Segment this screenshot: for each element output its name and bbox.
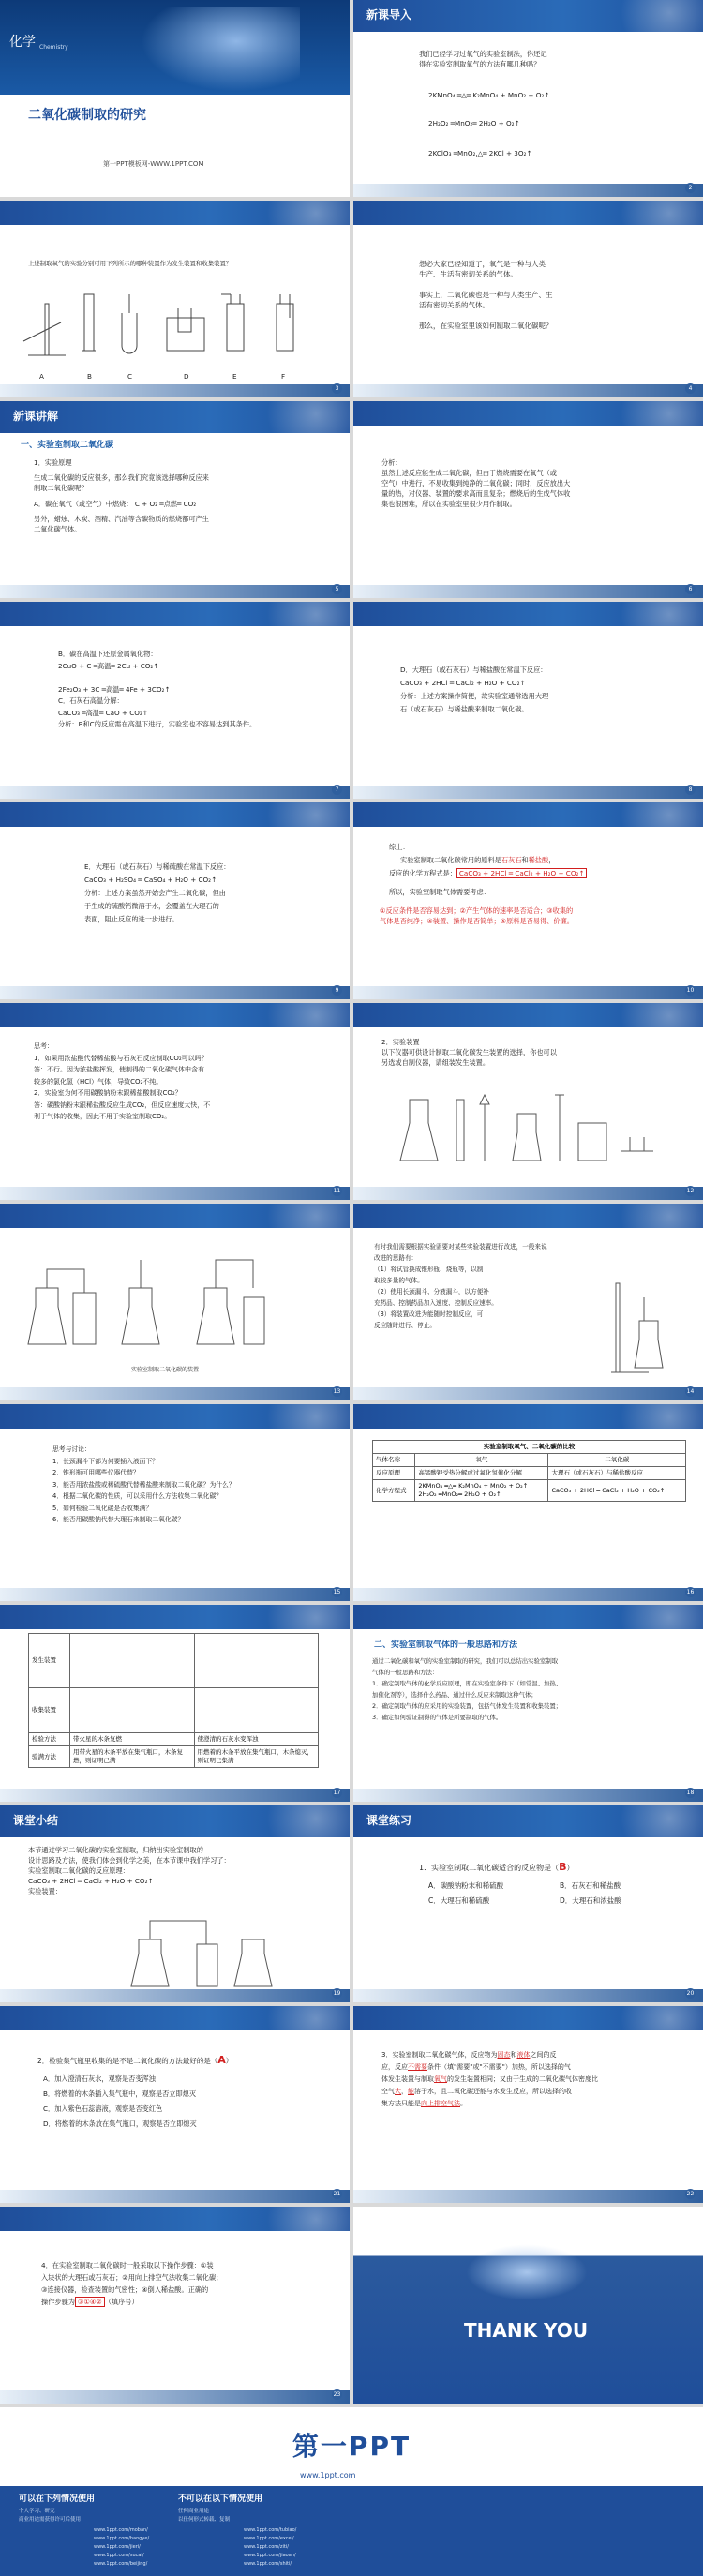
slide-12[interactable]: [353, 1003, 703, 1200]
body-text: 2．实验装置 以下仪器可供设计制取二氧化碳发生装置的选择，你也可以 另选或自制仪器，请组装发生装置。: [381, 1038, 557, 1067]
page-title: 二氧化碳制取的研究: [28, 108, 146, 123]
page-number: 18: [686, 1790, 695, 1796]
hand-image: [141, 7, 300, 92]
slide-17[interactable]: [0, 1605, 350, 1802]
question: 2．检验集气瓶里收集的是不是二氧化碳的方法最好的是（A）: [37, 2054, 233, 2066]
allowed-item: 个人学习、研究: [19, 2509, 55, 2514]
page-number: 16: [686, 1589, 695, 1595]
page-number: 13: [333, 1388, 341, 1395]
footer-banner: [0, 2407, 703, 2576]
table-row: 检验方法 带火星的木条复燃 使澄清的石灰水变浑浊: [29, 1733, 319, 1746]
brand-logo: 第一PPT: [292, 2431, 411, 2462]
slide-1[interactable]: [0, 0, 350, 197]
page-number: 20: [686, 1990, 695, 1997]
answer: A: [217, 2054, 226, 2066]
hand-image: [466, 2244, 588, 2300]
slide-11[interactable]: [0, 1003, 350, 1200]
slide-14[interactable]: [353, 1204, 703, 1400]
page-number: 5: [332, 584, 342, 594]
table-row: 气体名称 氧气 二氧化碳: [373, 1454, 686, 1467]
table-row: 收集装置: [29, 1688, 319, 1733]
slide-20[interactable]: [353, 1805, 703, 2002]
link-item[interactable]: www.1ppt.com/excel/: [244, 2536, 294, 2541]
link-item[interactable]: www.1ppt.com/ziti/: [244, 2544, 289, 2550]
link-item[interactable]: www.1ppt.com/shiti/: [244, 2561, 292, 2567]
consider-label: 所以，实验室制取气体需要考虑：: [389, 888, 490, 896]
slide-2[interactable]: [353, 0, 703, 197]
slide-13[interactable]: [0, 1204, 350, 1400]
section-heading: 一、实验室制取二氧化碳: [21, 441, 114, 450]
page-number: 19: [333, 1990, 341, 1997]
co2-apparatus-figure: [19, 1251, 300, 1354]
page-number: 23: [333, 2391, 341, 2398]
link-item[interactable]: www.1ppt.com/beijing/: [94, 2561, 148, 2567]
table-row: 反应原理 高锰酸钾受热分解或过氧化氢催化分解 大理石（或石灰石）与稀盐酸反应: [373, 1467, 686, 1480]
slide-3[interactable]: [0, 201, 350, 397]
body-text: 有时我们需要根据实验需要对某些实验装置进行改进，一般来说 改进的思路有： （1）将试管换成锥形瓶、烧瓶等，以制 取较多量的气体。 （2）使用长颈漏斗、分液漏斗，以方便补 充药品、控制药品加入速度、控制反应速率。 （3）将装置改进为能随时控制反应，可 反应随时进行、停止。: [374, 1243, 547, 1329]
fill-question: 3．实验室制取二氧化碳气体，反应物为固态和液体之间的反 应，反应不需要条件（填"需要"或"不需要"）加热，所以选择的气 体发生装置与制取氧气的发生装置相同；又由于生成的二氧化碳气体密度比 空气大，能溶于水，且二氧化碳还能与水发生反应，所以选择的收 集方法只能是向上排空气法。: [381, 2051, 598, 2107]
header-title: 课堂小结: [13, 1814, 59, 1827]
table-row: 化学方程式 2KMnO₄ ═△═ K₂MnO₄ + MnO₂ + O₂↑ 2H₂O₂ ═MnO₂═ 2H₂O + O₂↑ CaCO₃ + 2HCl ═ CaCl₂ + H₂O + CO₂↑: [373, 1480, 686, 1502]
summary-line: 实验室制取二氧化碳常用的原料是石灰石和稀盐酸，: [400, 856, 556, 864]
page-number: 2: [685, 183, 696, 193]
method-table: [28, 1633, 319, 1768]
page-number: 6: [685, 584, 696, 594]
slide-19[interactable]: [0, 1805, 350, 2002]
slide-15[interactable]: [0, 1404, 350, 1601]
page-number: 11: [333, 1188, 341, 1194]
body-text: B．碳在高温下还原金属氧化物： 2CuO + C ═高温═ 2Cu + CO₂↑ 2Fe₂O₃ + 3C ═高温═ 4Fe + 3CO₂↑ C．石灰石高温分解： CaCO₃ ═高温═ CaO + CO₂↑ 分析：B和C的反应需在高温下进行，实验室也不容易达到其条件。: [58, 650, 257, 728]
figure-caption: 实验室制取二氧化碳的装置: [131, 1367, 200, 1373]
slide-23[interactable]: [0, 2207, 350, 2404]
forbidden-item: 任何商业用途: [178, 2509, 210, 2514]
option-c: C．加入紫色石蕊溶液，观察是否变红色: [43, 2104, 163, 2113]
instrument-figure: [391, 1086, 663, 1170]
page-number: 7: [332, 785, 342, 795]
page-number: 10: [686, 987, 695, 994]
page-number: 14: [686, 1388, 695, 1395]
label-d: D: [184, 372, 189, 381]
page-subtitle: 第一PPT模板网-WWW.1PPT.COM: [103, 160, 204, 168]
label-a: A: [39, 372, 44, 381]
equation: CaCO₃ + 2HCl ═ CaCl₂ + H₂O + CO₂↑: [456, 868, 588, 878]
page-number: 12: [686, 1188, 695, 1194]
summary-apparatus: [122, 1916, 309, 1991]
link-item[interactable]: www.1ppt.com/jiaoan/: [244, 2553, 296, 2558]
considerations: ①反应条件是否容易达到；②产生气体的速率是否适合；③收集的 气体是否纯净；④装置、操作是否简单；⑤原料是否易得、价廉。: [380, 906, 574, 925]
comparison-table: [372, 1440, 686, 1502]
header-bar: [353, 0, 703, 32]
option-a: A．碳酸钠粉末和稀硫酸: [428, 1881, 504, 1890]
body-text: 想必大家已经知道了，氧气是一种与人类 生产、生活有密切关系的气体。 事实上，二氧化碳也是一种与人类生产、生 活有密切关系的气体。 那么，在实验室里该如何制取二氧化碳呢？: [419, 260, 553, 330]
allowed-heading: 可以在下列情况使用: [19, 2494, 96, 2504]
table-row: 发生装置: [29, 1634, 319, 1688]
link-item[interactable]: www.1ppt.com/tubiao/: [244, 2527, 297, 2533]
slide-5[interactable]: [0, 401, 350, 598]
body-text: D．大理石（或石灰石）与稀盐酸在常温下反应： CaCO₃ + 2HCl ═ CaCl₂ + H₂O + CO₂↑ 分析：上述方案操作简便，故实验室通常选用大理 石（或石灰石）与稀盐酸来制取二氧化碳。: [400, 666, 549, 713]
slide-22[interactable]: [353, 2006, 703, 2203]
body-p2: 生成二氧化碳的反应很多，那么我们究竟该选择哪种反应来 制取二氧化碳呢？: [34, 473, 209, 492]
page-number: 15: [333, 1589, 341, 1595]
brand-url[interactable]: www.1ppt.com: [300, 2471, 356, 2479]
label-c: C: [127, 372, 133, 381]
option-b: B．石灰石和稀盐酸: [560, 1881, 621, 1890]
page-number: 4: [685, 383, 696, 394]
summary-label: 综上：: [389, 843, 410, 851]
header-title: 新课导入: [366, 8, 412, 22]
equation-1: 2KMnO₄ ═△═ K₂MnO₄ + MnO₂ + O₂↑: [428, 91, 550, 99]
slide-7[interactable]: [0, 602, 350, 799]
allowed-item: 商业用途需获得许可后使用: [19, 2517, 82, 2523]
header-title: 新课讲解: [13, 410, 59, 423]
answer: B: [559, 1861, 567, 1873]
logo-en: Chemistry: [39, 44, 68, 51]
equation-line: 反应的化学方程式是： CaCO₃ + 2HCl ═ CaCl₂ + H₂O + CO₂↑: [389, 868, 587, 878]
slide-4[interactable]: [353, 201, 703, 397]
page-number: 8: [685, 785, 696, 795]
body-text: E．大理石（或石灰石）与稀硫酸在常温下反应： CaCO₃ + H₂SO₄ ═ CaSO₄ + H₂O + CO₂↑ 分析：上述方案虽然开始会产生二氧化碳，但由 于生成的硫酸钙微溶于水，会覆盖在大理石的 表面，阻止反应的进一步进行。: [84, 862, 231, 923]
link-item[interactable]: www.1ppt.com/moban/: [94, 2527, 148, 2533]
page-number: 9: [332, 985, 342, 996]
page-number: 21: [333, 2191, 341, 2197]
link-item[interactable]: www.1ppt.com/hangye/: [94, 2536, 150, 2541]
question-text: 上述制取氧气的实验分别可用下列所示的哪种装置作为发生装置和收集装置？: [28, 260, 232, 267]
equation-2: 2H₂O₂ ═MnO₂═ 2H₂O + O₂↑: [428, 119, 520, 127]
section-heading: 二、实验室制取气体的一般思路和方法: [374, 1640, 518, 1650]
body-p3: A．碳在氧气（或空气）中燃烧： C + O₂ ═点燃═ CO₂: [34, 500, 197, 508]
link-item[interactable]: www.1ppt.com/sucai/: [94, 2553, 144, 2558]
option-d: D．大理石和浓盐酸: [560, 1896, 621, 1905]
slide-6[interactable]: [353, 401, 703, 598]
body-p4: 另外，蜡烛、木炭、酒精、汽油等含碳物质的燃烧都可产生 二氧化碳气体。: [34, 515, 209, 533]
think-text: 思考： 1．如果用浓盐酸代替稀盐酸与石灰石反应制取CO₂可以吗？ 答：不行。因为浓盐酸挥发，使制得的二氧化碳气体中含有 较多的氯化氢（HCl）气体，导致CO₂不纯。 2．实验室为何不用碳酸钠粉末跟稀盐酸制取CO₂？ 答：碳酸钠粉末跟稀盐酸反应生成CO₂，但反应速度太快，不 利于气体的收集，因此不用于实验室制取CO₂。: [34, 1042, 211, 1120]
body-p1: 1．实验原理: [34, 458, 72, 467]
table-row: 验满方法 用带火星的木条平放在集气瓶口，木条复燃，则证明已满 用燃着的木条平放在集气瓶口，木条熄灭，则证明已集满: [29, 1746, 319, 1768]
option-b: B．将燃着的木条插入集气瓶中，观察是否立即熄灭: [43, 2089, 197, 2098]
slide-18[interactable]: [353, 1605, 703, 1802]
slide-21[interactable]: [0, 2006, 350, 2203]
analysis-text: 分析： 虽然上述反应能生成二氧化碳，但由于燃烧需要在氧气（或 空气）中进行，不易收集到纯净的二氧化碳；同时，反应放出大 量的热，对仪器、装置的要求高而且复杂；燃烧后的生成气体收 集也很困难，所以在实验室里很少用作制取。: [381, 458, 571, 508]
logo: 化学: [9, 35, 36, 50]
step-question: 4．在实验室制取二氧化碳时一般采取以下操作步骤：①装 入块状的大理石或石灰石；②用向上排空气法收集二氧化碳； ③连接仪器，检查装置的气密性；④倒入稀盐酸。正确的 操作步骤为 ③①④② （填序号）: [41, 2261, 223, 2306]
summary-text: 本节通过学习二氧化碳的实验室制取，归纳出实验室制取的 设计思路及方法，使我们体会到化学之美，在本节课中我们学习了： 实验室制取二氧化碳的反应原理： CaCO₃ + 2HCl ═ CaCl₂ + H₂O + CO₂↑ 实验装置：: [28, 1846, 231, 1895]
slide-8[interactable]: [353, 602, 703, 799]
question: 1．实验室制取二氧化碳适合的反应物是（B）: [419, 1861, 575, 1873]
page-number: 3: [332, 383, 342, 394]
usage-panel: [0, 2486, 703, 2576]
option-a: A．加入澄清石灰水，观察是否变浑浊: [43, 2074, 156, 2083]
label-e: E: [232, 372, 237, 381]
table-title: 实验室制取氧气、二氧化碳的比较: [373, 1441, 686, 1454]
page-number: 22: [686, 2191, 695, 2197]
link-item[interactable]: www.1ppt.com/jieri/: [94, 2544, 141, 2550]
forbidden-heading: 不可以在以下情况使用: [178, 2494, 263, 2504]
label-b: B: [87, 372, 92, 381]
option-d: D．将燃着的木条放在集气瓶口，观察是否立即熄灭: [43, 2119, 197, 2128]
body-text: 通过二氧化碳和氧气的实验室制取的研究，我们可以总结出实验室制取 气体的一般思路和方法： 1．确定制取气体的化学反应原理，即在实验室条件下（如常温、加热、 加催化剂等），选择什么药品、通过什么反应来制取这种气体； 2．确定制取气体的应采用的实验装置，包括气体发生装置和收集装置； 3．确定如何验证制得的气体是所要制取的气体。: [372, 1657, 562, 1721]
intro-text: 我们已经学习过氧气的实验室制法，你还记 得在实验室制取氧气的方法有哪几种吗？: [419, 50, 547, 68]
label-f: F: [281, 372, 286, 381]
header-title: 课堂练习: [366, 1814, 412, 1827]
improved-apparatus: [606, 1279, 691, 1382]
slide-10[interactable]: [353, 802, 703, 999]
slide-24[interactable]: [353, 2207, 703, 2404]
slide-16[interactable]: [353, 1404, 703, 1601]
equation-3: 2KClO₃ ═MnO₂,△═ 2KCl + 3O₂↑: [428, 149, 532, 157]
forbidden-item: 以任何形式转载、复制: [178, 2517, 231, 2523]
thank-you: THANK YOU: [464, 2319, 589, 2342]
answer: ③①④②: [75, 2297, 105, 2307]
option-c: C．大理石和稀硫酸: [428, 1896, 490, 1905]
apparatus-figure: [19, 285, 337, 369]
discussion-text: 思考与讨论： 1．长颈漏斗下部为何要插入液面下？ 2．锥形瓶可用哪些仪器代替？ 3．能否用浓盐酸或稀硫酸代替稀盐酸来制取二氧化碳？为什么？ 4．根据二氧化碳的性质，可以采用什么方法收集二氧化碳？ 5．如何检验二氧化碳是否收集满？ 6．能否用碳酸钠代替大理石来制取二氧化碳？: [52, 1445, 235, 1523]
slide-9[interactable]: [0, 802, 350, 999]
page-number: 17: [333, 1790, 341, 1796]
